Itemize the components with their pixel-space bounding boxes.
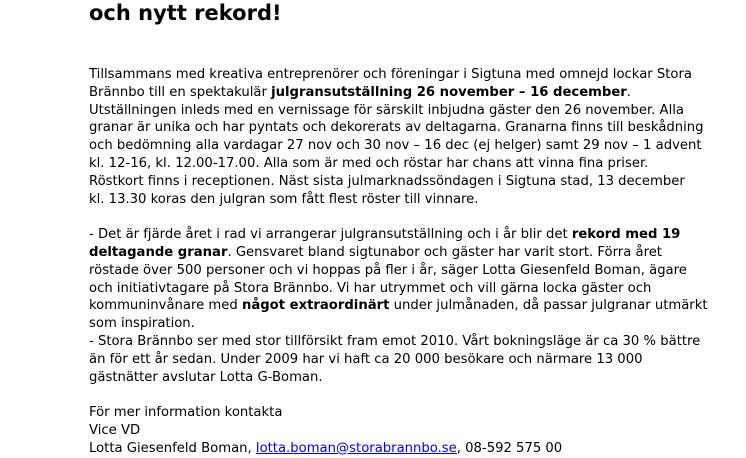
text-segment: - Det är fjärde året i rad vi arrangerar julgransutställning och i år blir det [89,227,572,243]
contact-intro: För mer information kontakta [89,405,283,421]
text-line: granar är unika och har pyntats och dekorerats av deltagarna. Granarna finns till beskådning [89,120,704,136]
text-line: röstade över 500 personer och vi hoppas på fler i år, säger Lotta Giesenfeld Boman, ägare [89,262,687,278]
text-line: - Stora Brännbo ser med stor tillförsikt fram emot 2010. Vårt bokningsläge är ca 30 % bättre [89,333,701,349]
paragraph-spacer [89,386,729,404]
contact-block [89,404,729,457]
contact-email-link[interactable]: lotta.boman@storabrannbo.se [255,440,457,456]
text-line: och bedömning alla vardagar 27 nov och 30 nov – 16 dec (ej helger) samt 29 nov – 1 advent [89,138,702,154]
bold-participating-trees: deltagande granar [89,244,228,260]
text-line: Röstkort finns i receptionen. Näst sista julmarknadssöndagen i Sigtuna stad, 13 december [89,173,685,189]
bold-exhibition-dates: julgransutställning 26 november – 16 december [271,84,627,100]
paragraph-exhibition [89,66,729,208]
contact-role: Vice VD [89,422,141,438]
contact-line [89,440,729,458]
text-line: Utställningen inleds med en vernissage för särskilt inbjudna gäster den 26 november. Alla [89,102,684,118]
press-release-body [89,66,729,458]
text-line: kl. 13.30 koras den julgran som fått flest röster till vinnare. [89,191,479,207]
text-segment: . Gensvaret bland sigtunabor och gäster har varit stort. Förra året [227,244,662,260]
paragraph-spacer [89,208,729,226]
text-segment: . [626,84,631,100]
text-line [89,226,729,244]
text-line [89,244,729,262]
page-heading: och nytt rekord! [89,1,282,25]
text-line: Tillsammans med kreativa entreprenörer och föreningar i Sigtuna med omnejd lockar Stora [89,67,692,82]
bold-record: rekord med 19 [571,227,681,243]
text-line: som inspiration. [89,316,195,332]
paragraph-quote [89,226,729,386]
text-segment: under julmånaden, då passar julgranar utmärkt [389,298,708,314]
text-line: kl. 12-16, kl. 12.00-17.00. Alla som är med och röstar har chans att vinna fina priser. [89,155,649,171]
text-line [89,84,729,102]
contact-phone: , 08-592 575 00 [456,440,563,456]
contact-name: Lotta Giesenfeld Boman, [89,440,256,456]
text-segment: Brännbo till en spektakulär [89,84,272,100]
text-line [89,297,729,315]
text-line: gästnätter avslutar Lotta G-Boman. [89,369,323,385]
text-line: och initiativtagare på Stora Brännbo. Vi har utrymmet och vill gärna locka gäster och [89,280,652,296]
text-segment: kommuninvånare med [89,298,242,314]
bold-extraordinary: något extraordinärt [241,298,390,314]
text-line: än för ett år sedan. Under 2009 har vi haft ca 20 000 besökare och närmare 13 000 [89,351,643,367]
